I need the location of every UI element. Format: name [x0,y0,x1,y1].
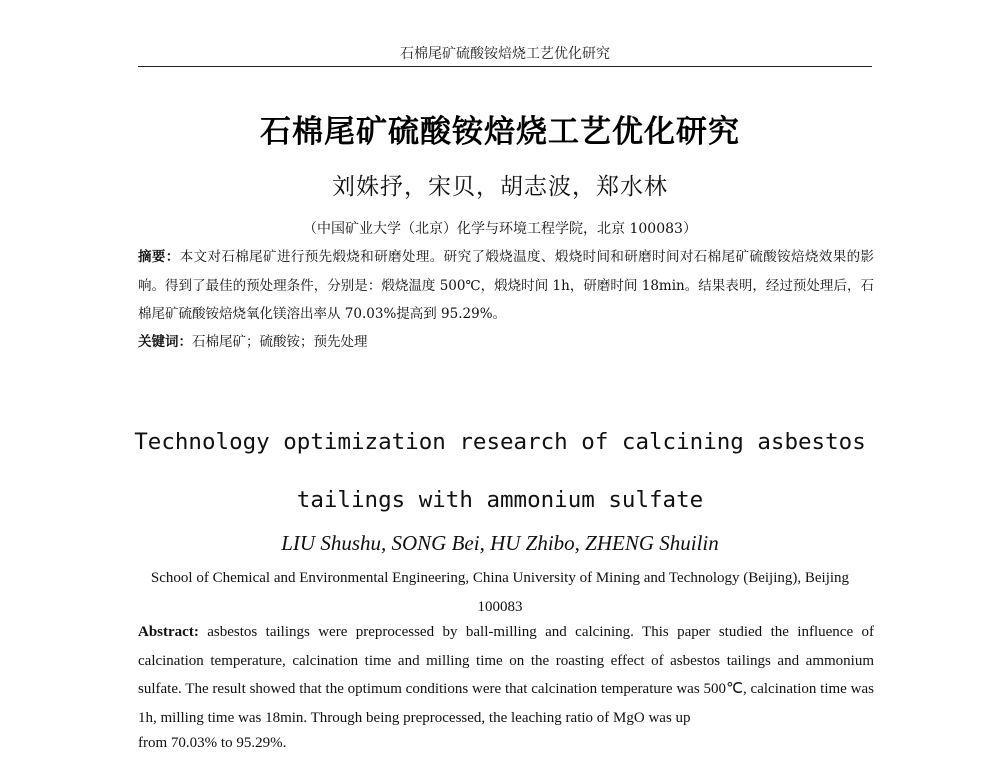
header-rule [138,66,872,67]
chinese-abstract-text: 本文对石棉尾矿进行预先煅烧和研磨处理。研究了煅烧温度、煅烧时间和研磨时间对石棉尾矿硫酸铵焙烧效果的影响。得到了最佳的预处理条件，分别是：煅烧温度 500℃，煅烧时间 1h，研磨时间 18min。结果表明，经过预处理后，石棉尾矿硫酸铵焙烧氧化镁溶出率从 70.03%提高到 95.29%。 [138,249,875,322]
english-authors: LIU Shushu, SONG Bei, HU Zhibo, ZHENG Shuilin [281,531,719,555]
english-affiliation: School of Chemical and Environmental Engineering, China University of Mining and Technology (Beijing), Beijing 100083 [150,570,850,615]
english-affiliation-block [0,564,1000,622]
chinese-authors: 刘姝抒，宋贝，胡志波，郑水林 [332,174,668,200]
chinese-keywords-label: 关键词： [138,334,192,350]
english-abstract [138,618,874,732]
english-title-line-2: tailings with ammonium sulfate [296,487,704,513]
chinese-abstract-label: 摘要： [138,249,180,265]
chinese-title: 石棉尾矿硫酸铵焙烧工艺优化研究 [260,114,740,150]
chinese-abstract [138,243,874,329]
chinese-keywords [138,328,874,356]
english-abstract-text: asbestos tailings were preprocessed by ball-milling and calcining. This paper studied the influence of calcination temperature, calcination time and milling time on the roasting effect of asbestos tailings and ammonium sulfate. The result showed that the optimum conditions were that calcination temperature was 500℃, calcination time was 1h, milling time was 18min. Through being preprocessed, the leaching ratio of MgO was up [138,624,875,726]
chinese-keywords-text: 石棉尾矿；硫酸铵；预先处理 [192,334,368,350]
chinese-affiliation: （中国矿业大学（北京）化学与环境工程学院，北京 100083） [303,221,697,237]
english-title-line-1: Technology optimization research of calcining asbestos [134,429,866,455]
english-abstract-label: Abstract: [138,624,199,640]
running-head: 石棉尾矿硫酸铵焙烧工艺优化研究 [400,46,610,62]
english-abstract-cutoff-line: from 70.03% to 95.29%. [138,735,287,751]
